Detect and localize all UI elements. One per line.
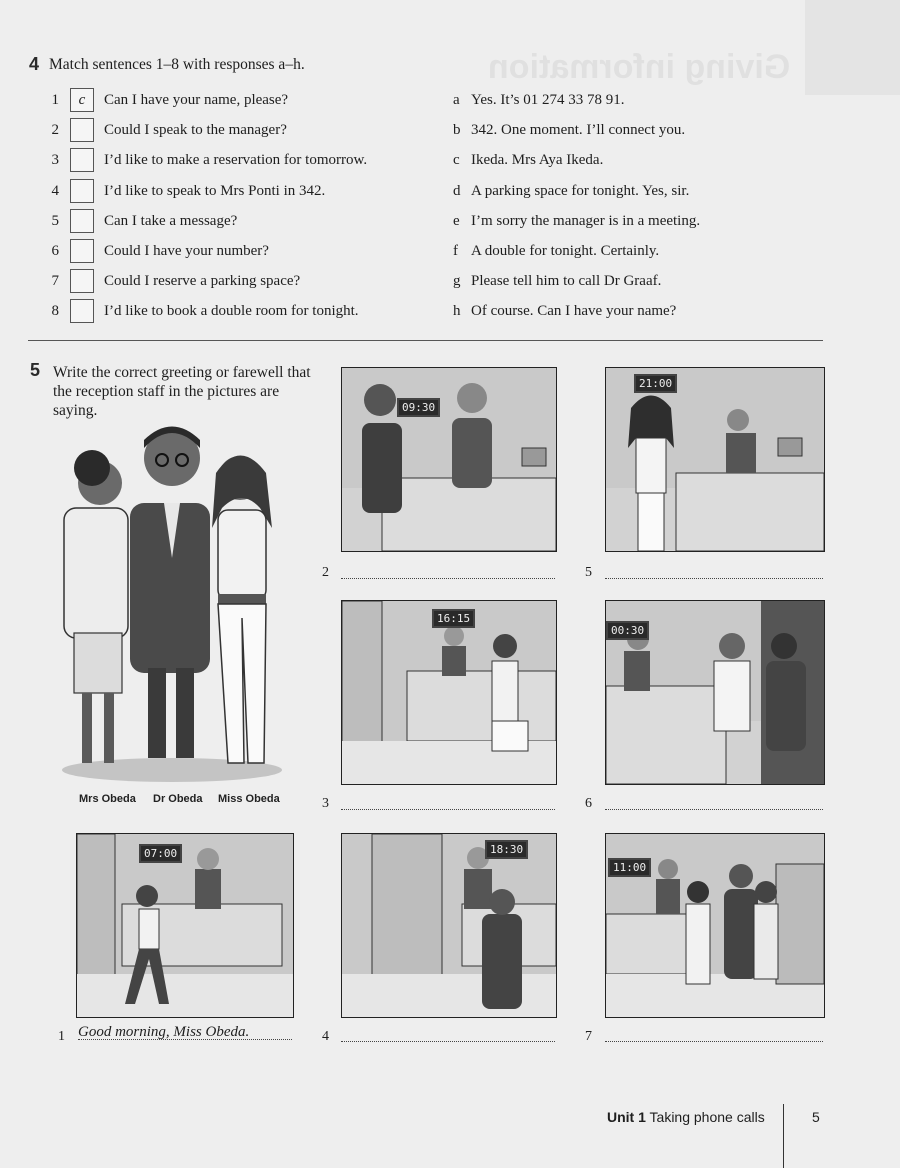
wall-clock: 09:30	[397, 398, 440, 417]
wall-clock: 07:00	[139, 844, 182, 863]
answer-line[interactable]: Good morning, Miss Obeda.	[78, 1025, 292, 1040]
picture-number: 3	[322, 796, 329, 811]
exercise-4-instruction: Match sentences 1–8 with responses a–h.	[49, 56, 305, 73]
sentence-text: Could I have your number?	[104, 243, 269, 259]
response-letter: g	[453, 273, 461, 289]
picture-5	[605, 367, 825, 552]
corner-tab	[805, 0, 900, 95]
answer-box[interactable]: c	[70, 88, 94, 112]
wall-clock: 11:00	[608, 858, 651, 877]
sentence-text: Can I have your name, please?	[104, 92, 289, 108]
wall-clock: 16:15	[432, 609, 475, 628]
response-text: Of course. Can I have your name?	[471, 303, 677, 319]
response-letter: c	[453, 152, 460, 168]
response-letter: f	[453, 243, 458, 259]
wall-clock: 00:30	[606, 621, 649, 640]
sentence-text: I’d like to make a reservation for tomorrow.	[104, 152, 368, 168]
footer-unit-label: Unit 1	[607, 1109, 646, 1125]
picture-number: 4	[322, 1029, 329, 1044]
sentence-number: 7	[51, 273, 59, 289]
picture-2	[341, 367, 557, 552]
sentence-text: Could I reserve a parking space?	[104, 273, 301, 289]
picture-number: 1	[58, 1029, 65, 1044]
sentence-text: Can I take a message?	[104, 213, 238, 229]
sentence-number: 2	[51, 122, 59, 138]
picture-number: 2	[322, 565, 329, 580]
wall-clock: 18:30	[485, 840, 528, 859]
answer-box[interactable]	[70, 269, 94, 293]
answer-box[interactable]	[70, 179, 94, 203]
answer-box[interactable]	[70, 148, 94, 172]
answer-line[interactable]	[605, 795, 823, 810]
response-text: 342. One moment. I’ll connect you.	[471, 122, 686, 138]
wall-clock: 21:00	[634, 374, 677, 393]
response-text: Yes. It’s 01 274 33 78 91.	[471, 92, 625, 108]
picture-number: 6	[585, 796, 592, 811]
picture-4	[341, 833, 557, 1018]
answer-box[interactable]	[70, 239, 94, 263]
answer-line[interactable]	[605, 564, 823, 579]
sentence-number: 5	[51, 213, 59, 229]
response-letter: h	[453, 303, 461, 319]
sentence-number: 4	[51, 183, 59, 199]
response-letter: a	[453, 92, 460, 108]
family-label: Dr Obeda	[153, 793, 203, 805]
answer-line[interactable]	[341, 564, 555, 579]
family-label: Mrs Obeda	[79, 793, 136, 805]
answer-box[interactable]	[70, 299, 94, 323]
response-text: Please tell him to call Dr Graaf.	[471, 273, 662, 289]
sentence-text: I’d like to speak to Mrs Ponti in 342.	[104, 183, 326, 199]
response-letter: e	[453, 213, 460, 229]
family-label: Miss Obeda	[218, 793, 280, 805]
footer-unit-title: Taking phone calls	[649, 1109, 765, 1125]
exercise-5-number: 5	[30, 360, 41, 380]
obeda-family-illustration	[52, 418, 297, 788]
picture-3	[341, 600, 557, 785]
sentence-number: 1	[51, 92, 59, 108]
answer-box[interactable]	[70, 209, 94, 233]
picture-number: 5	[585, 565, 592, 580]
answer-line[interactable]	[605, 1027, 823, 1042]
section-divider	[28, 340, 823, 341]
exercise-4-number: 4	[29, 54, 40, 74]
answer-box[interactable]	[70, 118, 94, 142]
response-letter: b	[453, 122, 461, 138]
answer-line[interactable]	[341, 1027, 555, 1042]
exercise-5-instruction: Write the correct greeting or farewell that the reception staff in the pictures are saying.	[53, 364, 311, 419]
response-text: A double for tonight. Certainly.	[471, 243, 660, 259]
footer-divider	[783, 1104, 784, 1168]
sentence-text: I’d like to book a double room for tonight.	[104, 303, 359, 319]
response-text: Ikeda. Mrs Aya Ikeda.	[471, 152, 604, 168]
sentence-number: 8	[51, 303, 59, 319]
picture-6	[605, 600, 825, 785]
sentence-number: 3	[51, 152, 59, 168]
sentence-text: Could I speak to the manager?	[104, 122, 287, 138]
page-number: 5	[812, 1109, 820, 1125]
picture-number: 7	[585, 1029, 592, 1044]
sentence-number: 6	[51, 243, 59, 259]
picture-7	[605, 833, 825, 1018]
picture-1	[76, 833, 294, 1018]
response-letter: d	[453, 183, 461, 199]
answer-line[interactable]	[341, 795, 555, 810]
footer-unit	[607, 1109, 765, 1125]
bleed-through-heading: Giving information	[487, 48, 790, 86]
response-text: A parking space for tonight. Yes, sir.	[471, 183, 690, 199]
response-text: I’m sorry the manager is in a meeting.	[471, 213, 701, 229]
